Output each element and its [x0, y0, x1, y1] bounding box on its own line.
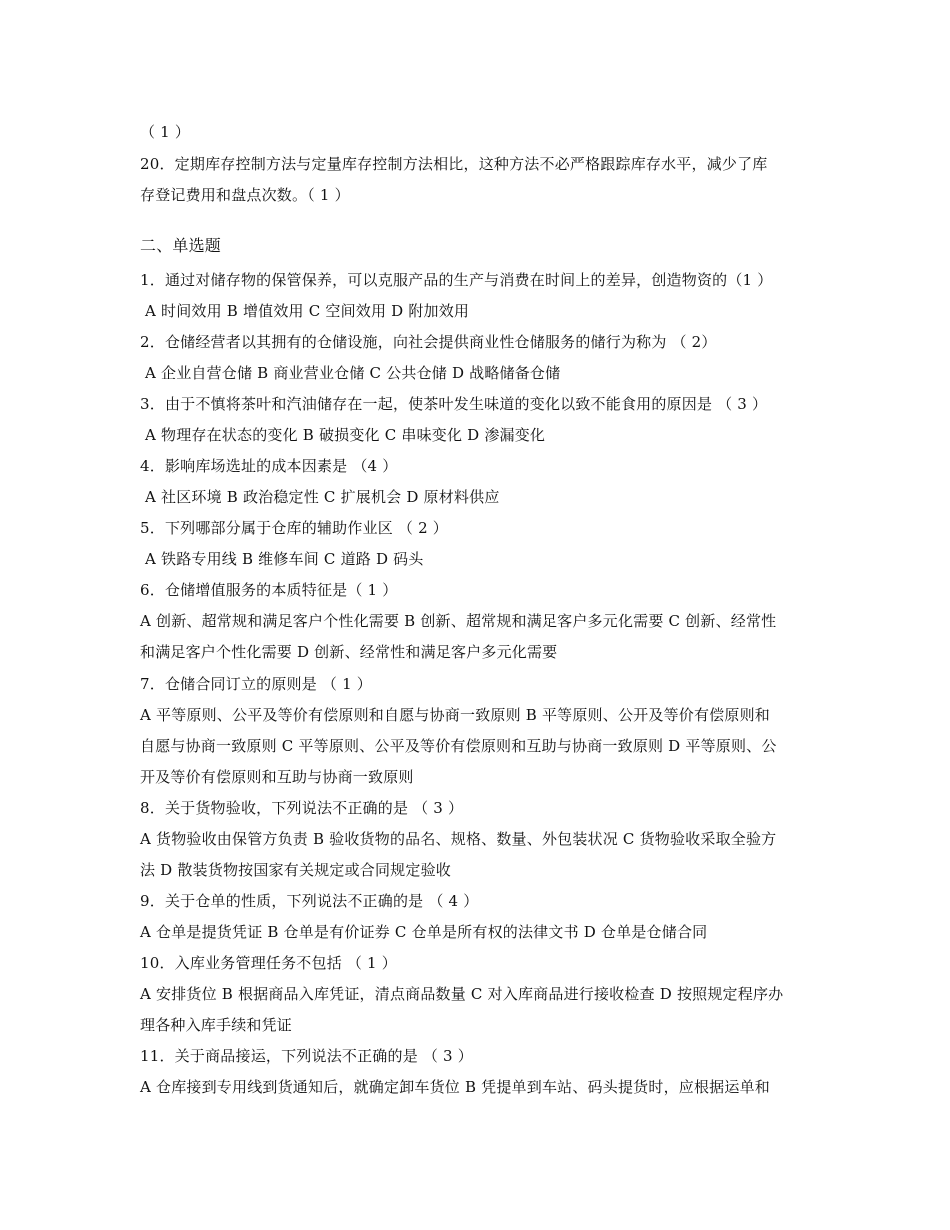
- question-20-line-1: 20．定期库存控制方法与定量库存控制方法相比，这种方法不必严格跟踪库存水平，减少了库: [140, 155, 768, 173]
- question-4-options: A 社区环境 B 政治稳定性 C 扩展机会 D 原材料供应: [145, 488, 500, 506]
- question-7-options-line-1: A 平等原则、公平及等价有偿原则和自愿与协商一致原则 B 平等原则、公开及等价有偿原则和: [140, 706, 770, 724]
- question-5: 5．下列哪部分属于仓库的辅助作业区 （ 2 ）: [140, 519, 448, 537]
- question-7-options-line-2: 自愿与协商一致原则 C 平等原则、公平及等价有偿原则和互助与协商一致原则 D 平等原则、公: [140, 737, 777, 755]
- question-7: 7．仓储合同订立的原则是 （ 1 ）: [140, 675, 372, 693]
- question-7-options-line-3: 开及等价有偿原则和互助与协商一致原则: [140, 768, 414, 786]
- question-8-options-line-2: 法 D 散装货物按国家有关规定或合同规定验收: [140, 861, 451, 879]
- question-3: 3．由于不慎将茶叶和汽油储存在一起，使茶叶发生味道的变化以致不能食用的原因是 （ 3 ）: [140, 395, 768, 413]
- question-4: 4．影响库场选址的成本因素是 （4 ）: [140, 457, 398, 475]
- question-2-options: A 企业自营仓储 B 商业营业仓储 C 公共仓储 D 战略储备仓储: [145, 364, 561, 382]
- section-heading: 二、单选题: [140, 236, 222, 255]
- question-8: 8．关于货物验收，下列说法不正确的是 （ 3 ）: [140, 799, 464, 817]
- question-6: 6．仓储增值服务的本质特征是（ 1 ）: [140, 581, 398, 599]
- question-8-options-line-1: A 货物验收由保管方负责 B 验收货物的品名、规格、数量、外包装状况 C 货物验收采取全验方: [140, 830, 777, 848]
- question-5-options: A 铁路专用线 B 维修车间 C 道路 D 码头: [145, 550, 424, 568]
- question-6-options-line-1: A 创新、超常规和满足客户个性化需要 B 创新、超常规和满足客户多元化需要 C 创新、经常性: [140, 612, 777, 630]
- question-1: 1．通过对储存物的保管保养，可以克服产品的生产与消费在时间上的差异，创造物资的（1 ）: [140, 271, 773, 289]
- question-6-options-line-2: 和满足客户个性化需要 D 创新、经常性和满足客户多元化需要: [140, 643, 558, 661]
- question-11-options-line-1: A 仓库接到专用线到货通知后，就确定卸车货位 B 凭提单到车站、码头提货时，应根据运单和: [140, 1078, 770, 1096]
- question-9: 9．关于仓单的性质，下列说法不正确的是 （ 4 ）: [140, 892, 479, 910]
- question-2: 2．仓储经营者以其拥有的仓储设施，向社会提供商业性仓储服务的储行为称为 （ 2）: [140, 333, 717, 351]
- question-20-line-2: 存登记费用和盘点次数。（ 1 ）: [140, 186, 350, 204]
- question-1-options: A 时间效用 B 增值效用 C 空间效用 D 附加效用: [145, 302, 470, 320]
- question-10-options-line-2: 理各种入库手续和凭证: [140, 1016, 293, 1034]
- question-10: 10．入库业务管理任务不包括 （ 1 ）: [140, 954, 397, 972]
- question-3-options: A 物理存在状态的变化 B 破损变化 C 串味变化 D 渗漏变化: [145, 426, 546, 444]
- question-11: 11．关于商品接运，下列说法不正确的是 （ 3 ）: [140, 1047, 473, 1065]
- question-10-options-line-1: A 安排货位 B 根据商品入库凭证，清点商品数量 C 对入库商品进行接收检查 D 按照规定程序办: [140, 985, 784, 1003]
- question-9-options: A 仓单是提货凭证 B 仓单是有价证券 C 仓单是所有权的法律文书 D 仓单是仓储合同: [140, 923, 708, 941]
- answer-line: （ 1 ）: [140, 123, 191, 141]
